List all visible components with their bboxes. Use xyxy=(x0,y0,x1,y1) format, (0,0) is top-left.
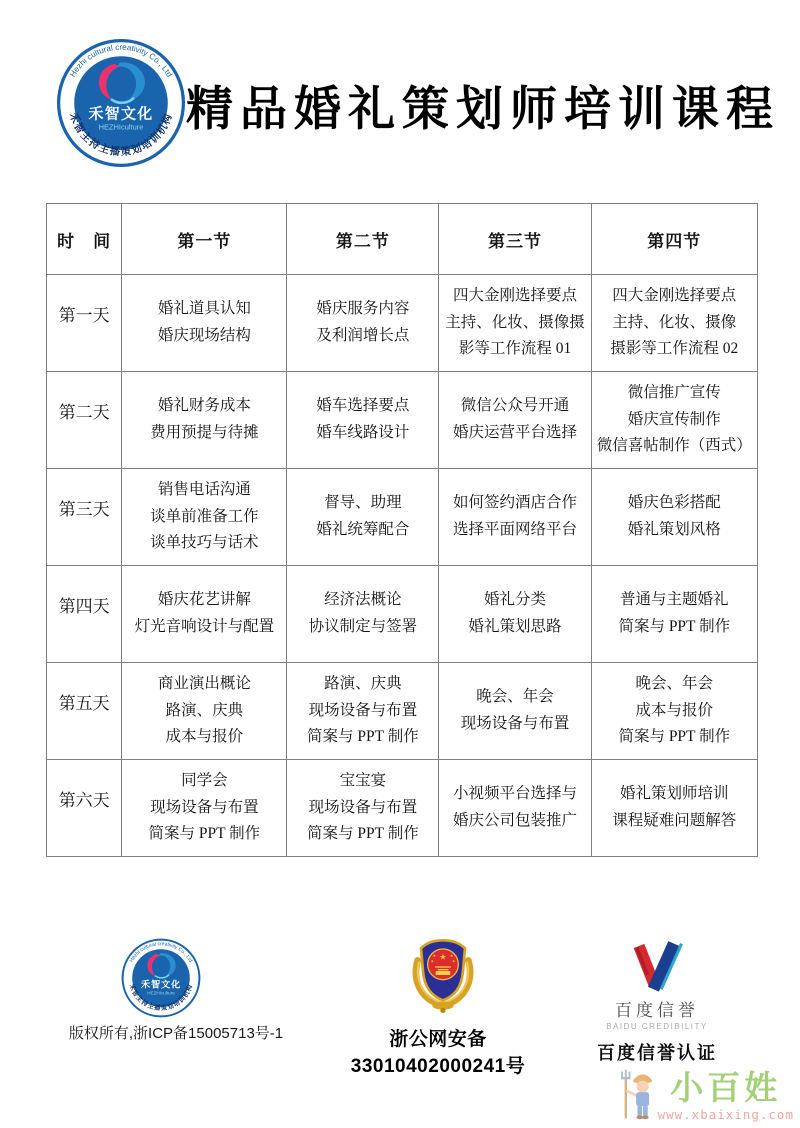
cell-line: 婚庆花艺讲解 xyxy=(157,591,251,609)
cell-line: 销售电话沟通 xyxy=(157,481,251,499)
baidu-credibility-block xyxy=(592,940,722,1065)
table-row xyxy=(47,760,758,857)
table-cell xyxy=(439,372,591,469)
cell-line: 经济法概论 xyxy=(324,591,402,609)
copyright-text: 版权所有,浙ICP备15005713号-1 xyxy=(68,1025,284,1042)
column-header: 第三节 xyxy=(439,204,591,275)
cell-line: 同学会 xyxy=(181,772,228,790)
cell-line: 简案与 PPT 制作 xyxy=(307,728,419,746)
cell-line: 婚庆服务内容 xyxy=(316,300,410,318)
cell-line: 现场设备与布置 xyxy=(150,798,259,816)
table-cell xyxy=(591,663,757,760)
cell-line: 成本与报价 xyxy=(635,701,714,719)
table-cell xyxy=(591,760,757,857)
table-cell xyxy=(287,372,439,469)
table-row xyxy=(47,372,758,469)
table-row xyxy=(47,566,758,663)
row-day-label: 第四天 xyxy=(47,566,122,663)
table-cell xyxy=(439,566,591,663)
cell-line: 小视频平台选择与 xyxy=(453,785,578,803)
table-row xyxy=(47,663,758,760)
svg-text:★: ★ xyxy=(451,958,456,964)
cell-line: 简案与 PPT 制作 xyxy=(307,825,419,843)
cell-line: 简案与 PPT 制作 xyxy=(148,825,261,843)
cell-line: 四大金刚选择要点 xyxy=(612,287,737,305)
cell-line: 宝宝宴 xyxy=(339,772,387,790)
cell-line: 主持、化妆、摄像 xyxy=(612,313,737,331)
row-day-label: 第一天 xyxy=(47,275,122,372)
cell-line: 婚庆色彩搭配 xyxy=(627,494,721,512)
table-cell xyxy=(439,469,591,566)
cell-line: 婚车线路设计 xyxy=(316,424,410,441)
cell-line: 微信公众号开通 xyxy=(460,397,570,415)
row-day-label: 第二天 xyxy=(47,372,122,469)
table-cell xyxy=(439,663,591,760)
table-body xyxy=(47,275,758,857)
table-cell xyxy=(287,275,439,372)
cell-line: 督导、助理 xyxy=(324,494,402,512)
cell-line: 现场设备与布置 xyxy=(308,798,418,816)
cell-line: 婚礼统筹配合 xyxy=(316,521,410,538)
cell-line: 婚礼策划思路 xyxy=(468,618,562,635)
cell-line: 如何签约酒店合作 xyxy=(453,494,578,512)
cell-line: 谈单前准备工作 xyxy=(150,507,259,525)
cell-line: 灯光音响设计与配置 xyxy=(134,618,275,635)
column-header: 第一节 xyxy=(122,204,287,275)
table-row xyxy=(47,275,758,372)
table-row xyxy=(47,469,758,566)
cell-line: 课程疑难问题解答 xyxy=(612,812,737,829)
table-cell xyxy=(122,372,287,469)
cell-line: 普通与主题婚礼 xyxy=(620,591,729,609)
baidu-credibility-en: BAIDU CREDIBILITY xyxy=(606,1022,708,1031)
cell-line: 晚会、年会 xyxy=(635,675,714,693)
cell-line: 晚会、年会 xyxy=(476,688,554,706)
cell-line: 费用预提与待摊 xyxy=(150,424,259,441)
page-title: 精品婚礼策划师培训课程 xyxy=(186,84,780,136)
cell-line: 商业演出概论 xyxy=(157,675,251,693)
cell-line: 四大金刚选择要点 xyxy=(453,287,578,305)
hezhi-logo xyxy=(56,38,186,168)
police-record-number: 浙公网安备 33010402000241号 xyxy=(350,1029,526,1077)
cell-line: 路演、庆典 xyxy=(165,701,244,719)
table-cell xyxy=(287,663,439,760)
cell-line: 简案与 PPT 制作 xyxy=(618,618,731,635)
cell-line: 婚庆公司包装推广 xyxy=(453,812,578,829)
cell-line: 微信喜帖制作（西式） xyxy=(596,437,752,455)
row-day-label: 第六天 xyxy=(47,760,122,857)
row-day-label: 第三天 xyxy=(47,469,122,566)
cell-line: 及利润增长点 xyxy=(316,327,410,344)
column-header: 时 间 xyxy=(47,204,122,275)
cell-line: 婚礼道具认知 xyxy=(157,300,251,318)
cell-line: 婚车选择要点 xyxy=(316,397,410,415)
cell-line: 影等工作流程 01 xyxy=(458,340,572,358)
cell-line: 婚礼分类 xyxy=(484,591,547,609)
cell-line: 主持、化妆、摄像摄 xyxy=(445,313,585,331)
column-header: 第二节 xyxy=(287,204,439,275)
cell-line: 微信推广宣传 xyxy=(627,384,721,402)
cell-line: 婚礼策划师培训 xyxy=(620,785,729,803)
table-header-row xyxy=(47,204,758,275)
cell-line: 婚庆现场结构 xyxy=(157,327,251,344)
cell-line: 现场设备与布置 xyxy=(460,715,570,732)
table-cell xyxy=(287,469,439,566)
site-watermark xyxy=(618,1066,794,1122)
cell-line: 婚礼策划风格 xyxy=(627,521,721,538)
baidu-credibility-cn: 百度信誉 xyxy=(615,1001,699,1020)
cell-line: 选择平面网络平台 xyxy=(453,521,578,538)
table-cell xyxy=(122,469,287,566)
table-cell xyxy=(122,663,287,760)
table-cell xyxy=(122,760,287,857)
table-cell xyxy=(591,372,757,469)
farmer-cartoon-icon xyxy=(618,1066,656,1122)
cell-line: 协议制定与签署 xyxy=(308,618,418,635)
cell-line: 婚庆运营平台选择 xyxy=(453,424,578,441)
table-cell xyxy=(439,275,591,372)
svg-text:★: ★ xyxy=(439,952,447,962)
cell-line: 婚庆宣传制作 xyxy=(627,410,721,428)
baidu-v-icon xyxy=(624,940,690,994)
table-cell xyxy=(439,760,591,857)
baidu-cert-label: 百度信誉认证 xyxy=(597,1043,717,1063)
svg-text:★: ★ xyxy=(449,953,454,958)
cell-line: 谈单技巧与话术 xyxy=(150,534,259,552)
cell-line: 现场设备与布置 xyxy=(308,701,418,719)
table-cell xyxy=(122,275,287,372)
table-cell xyxy=(122,566,287,663)
cell-line: 婚礼财务成本 xyxy=(157,397,251,415)
cell-line: 成本与报价 xyxy=(165,728,244,746)
row-day-label: 第五天 xyxy=(47,663,122,760)
column-header: 第四节 xyxy=(591,204,757,275)
svg-text:★: ★ xyxy=(432,953,437,958)
watermark-site-url: www.xbaixing.com xyxy=(657,1107,794,1122)
watermark-site-name: 小百姓 xyxy=(670,1068,782,1107)
hezhi-logo-small xyxy=(121,938,201,1018)
table-cell xyxy=(591,566,757,663)
table-cell xyxy=(287,760,439,857)
svg-text:★: ★ xyxy=(430,958,435,964)
cell-line: 路演、庆典 xyxy=(324,675,402,693)
police-badge-icon xyxy=(403,928,483,1018)
cell-line: 简案与 PPT 制作 xyxy=(618,728,731,746)
course-table xyxy=(46,203,758,857)
table-cell xyxy=(591,275,757,372)
cell-line: 摄影等工作流程 02 xyxy=(610,340,739,358)
table-cell xyxy=(287,566,439,663)
table-cell xyxy=(591,469,757,566)
